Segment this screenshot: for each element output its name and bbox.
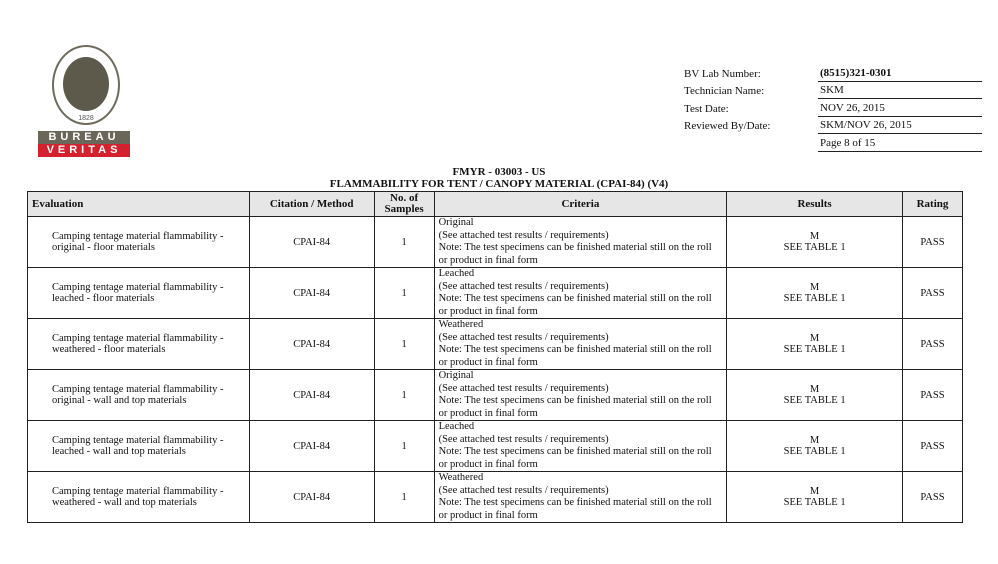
criteria-condition: Weathered bbox=[438, 319, 484, 330]
table-row bbox=[28, 472, 963, 523]
criteria-cell bbox=[434, 217, 727, 268]
criteria-cell bbox=[434, 472, 727, 523]
report-info bbox=[684, 64, 982, 152]
results-table bbox=[27, 191, 963, 523]
result-ref: SEE TABLE 1 bbox=[783, 395, 846, 406]
evaluation-cell: Camping tentage material flammability - original - wall and top materials bbox=[28, 370, 250, 421]
table-row bbox=[28, 217, 963, 268]
header-citation: Citation / Method bbox=[249, 192, 374, 217]
criteria-note: Note: The test specimens can be finished material still on the roll or product in final form bbox=[438, 242, 712, 266]
info-label bbox=[684, 150, 818, 152]
technician-name: SKM bbox=[818, 84, 982, 99]
criteria-ref: (See attached test results / requirements) bbox=[438, 382, 609, 394]
table-row bbox=[28, 268, 963, 319]
header-criteria: Criteria bbox=[434, 192, 727, 217]
criteria-condition: Weathered bbox=[438, 472, 484, 483]
criteria-note: Note: The test specimens can be finished material still on the roll or product in final form bbox=[438, 395, 712, 419]
criteria-cell bbox=[434, 268, 727, 319]
test-date: NOV 26, 2015 bbox=[818, 102, 982, 117]
criteria-note: Note: The test specimens can be finished material still on the roll or product in final form bbox=[438, 344, 712, 368]
criteria-condition: Original bbox=[438, 370, 474, 381]
evaluation-cell: Camping tentage material flammability - leached - wall and top materials bbox=[28, 421, 250, 472]
rating-cell: PASS bbox=[902, 472, 962, 523]
criteria-ref: (See attached test results / requirements) bbox=[438, 280, 609, 292]
citation-cell: CPAI-84 bbox=[249, 370, 374, 421]
criteria-note: Note: The test specimens can be finished material still on the roll or product in final form bbox=[438, 497, 712, 521]
bureau-veritas-logo bbox=[38, 45, 130, 157]
result-ref: SEE TABLE 1 bbox=[783, 497, 846, 508]
evaluation-cell: Camping tentage material flammability - weathered - floor materials bbox=[28, 319, 250, 370]
seal-icon: 1828 bbox=[52, 45, 120, 125]
header-results: Results bbox=[727, 192, 903, 217]
criteria-cell bbox=[434, 319, 727, 370]
criteria-ref: (See attached test results / requirements) bbox=[438, 331, 609, 343]
header-evaluation: Evaluation bbox=[28, 192, 250, 217]
lab-number: (8515)321-0301 bbox=[818, 67, 982, 82]
header-samples: No. of Samples bbox=[374, 192, 434, 217]
criteria-cell bbox=[434, 421, 727, 472]
citation-cell: CPAI-84 bbox=[249, 421, 374, 472]
info-label: BV Lab Number: bbox=[684, 67, 761, 80]
results-cell bbox=[727, 319, 903, 370]
citation-cell: CPAI-84 bbox=[249, 472, 374, 523]
citation-cell: CPAI-84 bbox=[249, 268, 374, 319]
logo-veritas: VERITAS bbox=[38, 144, 130, 157]
results-cell bbox=[727, 217, 903, 268]
result-ref: SEE TABLE 1 bbox=[783, 242, 846, 253]
result-ref: SEE TABLE 1 bbox=[783, 344, 846, 355]
result-grade: M bbox=[809, 282, 820, 293]
samples-cell: 1 bbox=[374, 217, 434, 268]
criteria-cell bbox=[434, 370, 727, 421]
result-grade: M bbox=[809, 333, 820, 344]
rating-cell: PASS bbox=[902, 421, 962, 472]
samples-cell: 1 bbox=[374, 319, 434, 370]
criteria-ref: (See attached test results / requirements) bbox=[438, 484, 609, 496]
results-cell bbox=[727, 268, 903, 319]
rating-cell: PASS bbox=[902, 319, 962, 370]
samples-cell: 1 bbox=[374, 268, 434, 319]
evaluation-cell: Camping tentage material flammability - leached - floor materials bbox=[28, 268, 250, 319]
samples-cell: 1 bbox=[374, 472, 434, 523]
citation-cell: CPAI-84 bbox=[249, 319, 374, 370]
criteria-condition: Original bbox=[438, 217, 474, 228]
criteria-condition: Leached bbox=[438, 268, 475, 279]
doc-code: FMYR - 03003 - US bbox=[452, 166, 546, 178]
samples-cell: 1 bbox=[374, 421, 434, 472]
results-cell bbox=[727, 370, 903, 421]
result-grade: M bbox=[809, 231, 820, 242]
result-ref: SEE TABLE 1 bbox=[783, 293, 846, 304]
citation-cell: CPAI-84 bbox=[249, 217, 374, 268]
reviewed-by: SKM/NOV 26, 2015 bbox=[818, 119, 982, 134]
result-grade: M bbox=[809, 384, 820, 395]
info-label: Test Date: bbox=[684, 102, 729, 115]
logo-bureau: BUREAU bbox=[38, 131, 130, 144]
result-grade: M bbox=[809, 435, 820, 446]
evaluation-cell: Camping tentage material flammability - weathered - wall and top materials bbox=[28, 472, 250, 523]
header-rating: Rating bbox=[902, 192, 962, 217]
results-cell bbox=[727, 472, 903, 523]
doc-title: FLAMMABILITY FOR TENT / CANOPY MATERIAL (CPAI-84) (V4) bbox=[329, 178, 669, 190]
rating-cell: PASS bbox=[902, 217, 962, 268]
table-header bbox=[28, 192, 963, 217]
table-row bbox=[28, 421, 963, 472]
criteria-ref: (See attached test results / requirements) bbox=[438, 433, 609, 445]
page-number: Page 8 of 15 bbox=[818, 137, 982, 152]
criteria-note: Note: The test specimens can be finished material still on the roll or product in final form bbox=[438, 293, 712, 317]
results-cell bbox=[727, 421, 903, 472]
result-grade: M bbox=[809, 486, 820, 497]
criteria-note: Note: The test specimens can be finished material still on the roll or product in final form bbox=[438, 446, 712, 470]
table-row bbox=[28, 370, 963, 421]
info-label: Technician Name: bbox=[684, 85, 765, 97]
samples-cell: 1 bbox=[374, 370, 434, 421]
table-row bbox=[28, 319, 963, 370]
result-ref: SEE TABLE 1 bbox=[783, 446, 846, 457]
info-label: Reviewed By/Date: bbox=[684, 120, 771, 132]
criteria-ref: (See attached test results / requirements) bbox=[438, 229, 609, 241]
rating-cell: PASS bbox=[902, 370, 962, 421]
rating-cell: PASS bbox=[902, 268, 962, 319]
criteria-condition: Leached bbox=[438, 421, 475, 432]
evaluation-cell: Camping tentage material flammability - original - floor materials bbox=[28, 217, 250, 268]
